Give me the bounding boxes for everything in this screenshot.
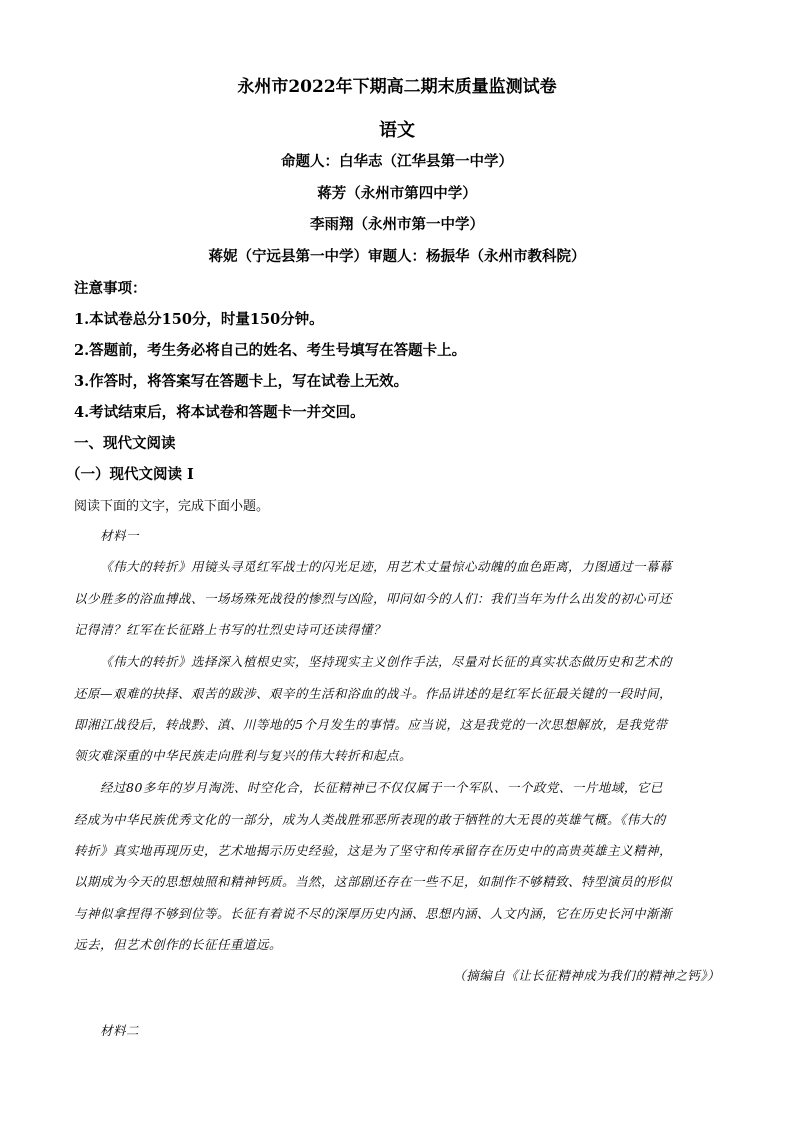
notice-item: 2.答题前，考生务必将自己的姓名、考生号填写在答题卡上。 [74, 342, 467, 359]
section-heading: 一、现代文阅读 [74, 435, 176, 452]
author-line: 蒋芳（永州市第四中学） [317, 185, 477, 202]
paragraph-line: 《伟大的转折》用镜头寻觅红军战士的闪光足迹，用艺术丈量惊心动魄的血色距离，力图通过一幕幕 [100, 559, 673, 574]
exam-title: 永州市2022年下期高二期末质量监测试卷 [237, 77, 557, 97]
source-citation: （摘编自《让长征精神成为我们的精神之钙》） [453, 968, 720, 983]
paragraph-line: 经成为中华民族优秀文化的一部分，成为人类战胜邪恶所表现的敢于牺牲的大无畏的英雄气概。《伟大的 [74, 812, 666, 827]
paragraph-line: 以少胜多的浴血搏战、一场场殊死战役的惨烈与凶险，叩问如今的人们：我们当年为什么出发的初心可还 [74, 591, 673, 606]
material-label: 材料二 [100, 1023, 140, 1038]
notice-item: 3.作答时，将答案写在答题卡上，写在试卷上无效。 [74, 373, 409, 390]
paragraph-line: 以期成为今天的思想烛照和精神钙质。当然，这部剧还存在一些不足，如制作不够精致、特型演员的形似 [74, 874, 673, 889]
paragraph-line: 还原—艰难的抉择、艰苦的跋涉、艰辛的生活和浴血的战斗。作品讲述的是红军长征最关键的一段时间， [74, 686, 673, 701]
paragraph-line: 《伟大的转折》选择深入植根史实，坚持现实主义创作手法，尽量对长征的真实状态做历史和艺术的 [100, 654, 673, 669]
notice-item: 4.考试结束后，将本试卷和答题卡一并交回。 [74, 404, 365, 421]
paragraph-line: 与神似拿捏得不够到位等。长征有着说不尽的深厚历史内涵、思想内涵、人文内涵，它在历史长河中渐渐 [74, 906, 673, 921]
reviewer-line: 蒋妮（宁远县第一中学）审题人：杨振华（永州市教科院） [208, 248, 586, 265]
subsection-heading: （一）现代文阅读 I [66, 466, 194, 483]
author-line: 命题人：白华志（江华县第一中学） [281, 153, 513, 170]
paragraph-line: 转折》真实地再现历史，艺术地揭示历史经验，这是为了坚守和传承留存在历史中的高贵英雄主义精神， [74, 843, 673, 858]
paragraph-line: 远去，但艺术创作的长征任重道远。 [74, 937, 283, 952]
paragraph-line: 记得清？红军在长征路上书写的壮烈史诗可还读得懂？ [74, 622, 387, 637]
subject-title: 语文 [379, 120, 415, 141]
paragraph-line: 即湘江战役后，转战黔、滇、川等地的5个月发生的事情。应当说，这是我党的一次思想解放，是我党带 [74, 717, 668, 732]
reading-instruction: 阅读下面的文字，完成下面小题。 [74, 499, 270, 514]
material-label: 材料一 [100, 528, 140, 543]
author-line: 李雨翔（永州市第一中学） [310, 216, 484, 233]
paragraph-line: 领灾难深重的中华民族走向胜利与复兴的伟大转折和起点。 [74, 748, 413, 763]
paragraph-line: 经过80多年的岁月淘洗、时空化合，长征精神已不仅仅属于一个军队、一个政党、一片地域，它已 [100, 780, 663, 795]
notice-item: 1.本试卷总分150分，时量150分钟。 [74, 311, 324, 328]
notice-heading: 注意事项： [74, 280, 147, 297]
